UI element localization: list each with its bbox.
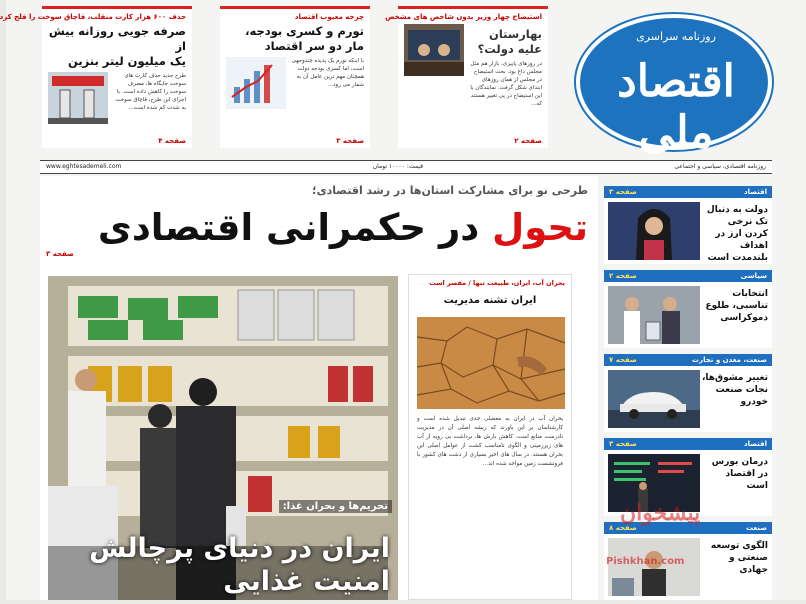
fuel-station-photo	[48, 72, 108, 124]
teaser-title: تورم و کسری بودجه، مار دو سر اقتصاد	[245, 24, 364, 53]
main-supertitle: طرحی نو برای مشارکت استان‌ها در رشد اقتصادی؛	[312, 184, 588, 197]
teaser-inflation[interactable]	[220, 6, 370, 148]
photo-title	[89, 532, 390, 598]
right-story-page: صفحه ۷	[609, 356, 637, 364]
teaser-page: صفحه ۳	[336, 137, 364, 145]
headline-red-word: تحول	[492, 206, 588, 249]
right-story-header	[604, 438, 772, 450]
inflation-chart-image	[226, 57, 286, 109]
teaser-text: در روزهای پاییزی، بازار هم مثل مجلس داغ بود. بحث استیضاح در مجلس از همان روزهای ابتدای شکل گرفت. نمایندگان با این استیضاح در پی تغییر هستند که...	[470, 61, 542, 107]
right-story-section: اقتصاد	[744, 440, 767, 448]
right-story-section: صنعت	[746, 524, 767, 532]
teaser-page: صفحه ۲	[514, 137, 542, 145]
info-bar-description: روزنامه اقتصادی، سیاسی و اجتماعی	[674, 163, 766, 170]
headline-rest: در حکمرانی اقتصادی	[97, 206, 480, 249]
right-story-title: دولت به دنبال تک نرخی کردن ارز در اهداف بلندمدت است	[706, 205, 768, 263]
right-story-title: درمان بورس در اقتصاد است	[711, 457, 768, 491]
right-story-page: صفحه ۳	[609, 188, 637, 196]
side-title: ایران تشنه مدیریت	[443, 295, 537, 306]
right-story-header	[604, 354, 772, 366]
teaser-impeachment[interactable]	[385, 6, 548, 148]
right-story-header	[604, 186, 772, 198]
right-story-elections[interactable]	[604, 270, 772, 348]
teaser-kicker: چرخه معیوب اقتصاد	[294, 13, 364, 21]
right-story-page: صفحه ۸	[609, 524, 637, 532]
pishkhan-watermark: پیشخوان	[620, 500, 701, 526]
voting-photo	[608, 286, 700, 344]
right-news-column	[604, 180, 772, 600]
right-story-section: اقتصاد	[744, 188, 767, 196]
right-story-title: الگوی توسعه صنعتی و جهادی	[710, 541, 768, 575]
main-story-area	[40, 176, 598, 600]
pishkhan-url: Pishkhan.com	[606, 556, 685, 567]
side-kicker: بحران آب، ایران، طبیعت تنها / مقصر است	[429, 279, 565, 287]
photo-title-line-2: امنیت غذایی	[223, 566, 390, 597]
photo-kicker: تحریم‌ها و بحران غذا:	[279, 500, 392, 513]
woman-portrait-photo	[608, 202, 700, 260]
right-story-page: صفحه ۳	[609, 440, 637, 448]
masthead-logo[interactable]	[576, 4, 776, 158]
right-story-title: انتخابات تناسبی، طلوع دموکراسی	[705, 289, 768, 323]
main-headline[interactable]	[98, 206, 588, 249]
photo-title-line-1: ایران در دنیای پرچالش	[89, 533, 390, 564]
teaser-title: صرفه جویی روزانه بیش از یک میلیون لیتر بنزین	[48, 24, 186, 68]
cracked-earth-photo	[417, 317, 565, 409]
industry-photo	[608, 538, 700, 596]
info-bar-price: قیمت: ۱۰۰۰۰ تومان	[372, 163, 423, 170]
right-story-auto[interactable]	[604, 354, 772, 432]
teaser-text: با اینکه تورم یک پدیده چندوجهی است، اما کسری بودجه دولت همچنان مهم ترین عامل آن به شمار می رود...	[291, 58, 364, 88]
teaser-page: صفحه ۴	[158, 137, 186, 145]
side-text: بحران آب در ایران به معضلی جدی تبدیل شده است و کارشناسان بر این باورند که ریشه اصلی آن در مدیریت نادرست منابع است. کاهش بارش ها، برداشت بی رویه از آب های زیرزمینی و الگوی نامناسب کشت از عوامل اصلی این بحران هستند. در سال های اخیر بسیاری از دشت های کشور با فرونشست زمین مواجه شده اند...	[417, 416, 563, 467]
teaser-kicker: حذف ۶۰۰ هزار کارت منقلب، قاچاق سوخت را فلج کرد	[0, 13, 186, 21]
right-story-currency[interactable]	[604, 186, 772, 264]
car-factory-photo	[608, 370, 700, 428]
info-bar-website[interactable]: www.eghtesademeli.com	[46, 163, 122, 170]
water-crisis-story[interactable]	[408, 274, 572, 600]
teaser-title: بهارستان علیه دولت؟	[477, 27, 542, 56]
grocery-store-photo[interactable]	[48, 276, 398, 600]
teaser-text: طرح جدید حذف کارت های سوخت جایگاه ها، مصرف سوخت را کاهش داده است. با اجرای این طرح، قاچاق سوخت به شدت کم شده است...	[115, 73, 186, 111]
masthead-subtitle: روزنامه سراسری	[636, 30, 716, 43]
right-story-section: سیاسی	[740, 272, 767, 280]
parliament-photo	[404, 24, 464, 76]
teaser-fuel[interactable]	[0, 6, 192, 148]
main-page-ref: صفحه ۳	[46, 250, 74, 258]
teaser-kicker: استیضاح چهار وزیر بدون شاخص های مشخص	[385, 13, 542, 21]
right-story-page: صفحه ۲	[609, 272, 637, 280]
info-bar	[40, 160, 772, 174]
masthead-name: اقتصاد ملی	[617, 56, 735, 158]
right-story-section: صنعت، معدن و تجارت	[692, 356, 767, 364]
right-story-title: تغییر مشوق‌ها، نجات صنعت خودرو	[702, 373, 768, 407]
right-story-header	[604, 270, 772, 282]
